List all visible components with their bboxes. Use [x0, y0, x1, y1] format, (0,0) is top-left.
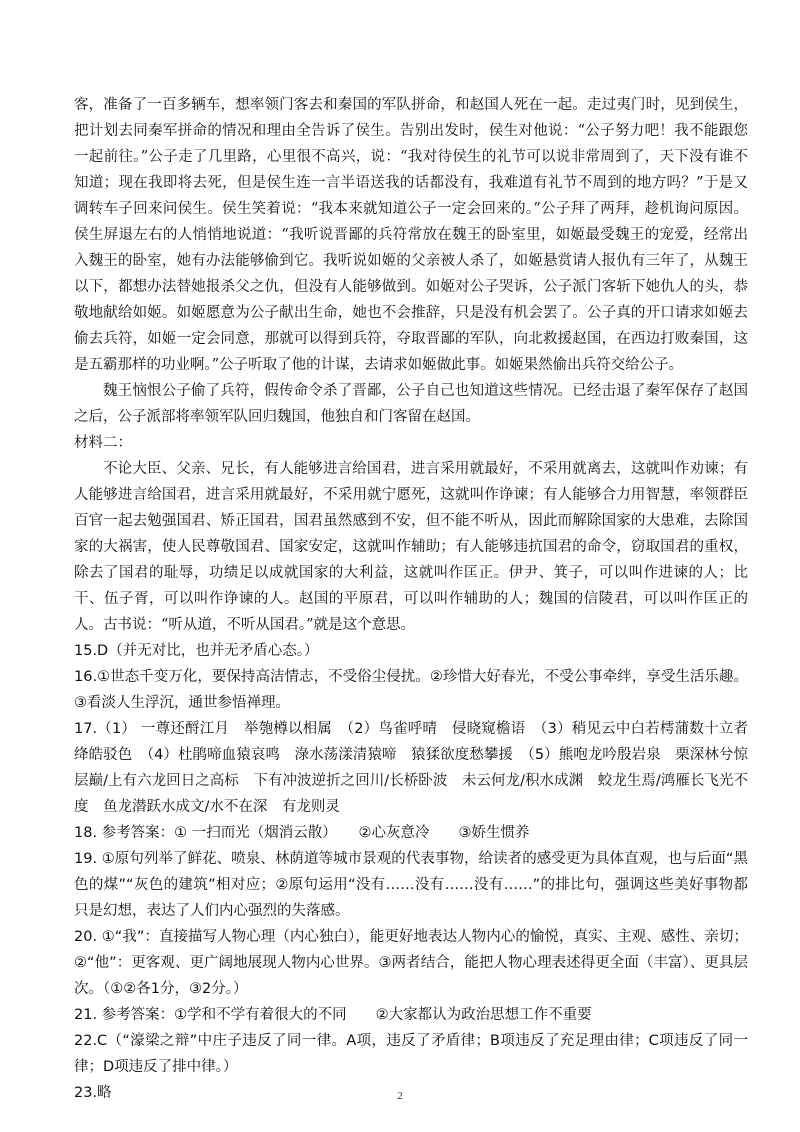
answer-19: 19. ①原句列举了鲜花、喷泉、林荫道等城市景观的代表事物，给读者的感受更为具体直观，也与后面“黑色的煤”“灰色的建筑”相对应；②原句运用“没有……没有……没有……”的排比句，强调这些美好事物都只是幻想，表达了人们内心强烈的失落感。	[74, 851, 748, 919]
answer-16: 16.①世态千变万化，要保持高洁情志，不受俗尘侵扰。②珍惜大好春光，不受公事牵绊，享受生活乐趣。③看淡人生浮沉，通世参悟禅理。	[74, 669, 748, 711]
material-two-heading: 材料二：	[74, 435, 132, 451]
answer-20: 20. ①“我”：直接描写人物心理（内心独白），能更好地表达人物内心的愉悦，真实、主观、感性、亲切；②“他”：更客观、更广阔地展现人物内心世界。③两者结合，能把人物心理表述得更全面（丰富）、更具层次。（①②各1分，③2分。）	[74, 929, 748, 997]
page-number: 2	[397, 1090, 403, 1102]
answer-21: 21. 参考答案：①学和不学有着很大的不同 ②大家都认为政治思想工作不重要	[74, 1007, 592, 1023]
translation-paragraph-1: 客，准备了一百多辆车，想率领门客去和秦国的军队拼命，和赵国人死在一起。走过夷门时，见到侯生，把计划去同秦军拼命的情况和理由全告诉了侯生。告别出发时，侯生对他说：“公子努力吧！我不能跟您一起前往。”公子走了几里路，心里很不高兴，说：“我对待侯生的礼节可以说非常周到了，天下没有谁不知道；现在我即将去死，但是侯生连一言半语送我的话都没有，我难道有礼节不周到的地方吗？”于是又调转车子回来问侯生。侯生笑着说：“我本来就知道公子一定会回来的。”公子拜了两拜，趁机询问原因。侯生屏退左右的人悄悄地说道：“我听说晋鄙的兵符常放在魏王的卧室里，如姬最受魏王的宠爱，经常出入魏王的卧室，她有办法能够偷到它。我听说如姬的父亲被人杀了，如姬悬赏请人报仇有三年了，从魏王以下，都想办法替她报杀父之仇，但没有人能够做到。如姬对公子哭诉，公子派门客斩下她仇人的头，恭敬地献给如姬。如姬愿意为公子献出生命，她也不会推辞，只是没有机会罢了。公子真的开口请求如姬去偷去兵符，如姬一定会同意，那就可以得到兵符，夺取晋鄙的军队，向北救援赵国，在西边打败秦国，这是五霸那样的功业啊。”公子听取了他的计谋，去请求如姬做此事。如姬果然偷出兵符交给公子。	[74, 97, 748, 373]
answer-22: 22.C（“濠梁之辩”中庄子违反了同一律。A项，违反了矛盾律；B项违反了充足理由律；C项违反了同一律；D项违反了排中律。）	[74, 1033, 748, 1075]
answer-23: 23.略	[74, 1085, 112, 1101]
answer-18: 18. 参考答案：① 一扫而光（烟消云散） ②心灰意冷 ③娇生惯养	[74, 825, 530, 841]
material-two-paragraph: 不论大臣、父亲、兄长，有人能够进言给国君，进言采用就最好，不采用就离去，这就叫作劝谏；有人能够进言给国君，进言采用就最好，不采用就宁愿死，这就叫作诤谏；有人能够合力用智慧，率领群臣百官一起去勉强国君、矫正国君，国君虽然感到不安，但不能不听从，因此而解除国家的大患难，去除国家的大祸害，使人民尊敬国君、国家安定，这就叫作辅助；有人能够违抗国君的命令，窃取国君的重权，除去了国君的耻辱，功绩足以成就国家的大利益，这就叫作匡正。伊尹、箕子，可以叫作进谏的人；比干、伍子胥，可以叫作诤谏的人。赵国的平原君，可以叫作辅助的人；魏国的信陵君，可以叫作匡正的人。古书说：“听从道，不听从国君。”就是这个意思。	[74, 461, 748, 633]
translation-paragraph-2: 魏王恼恨公子偷了兵符，假传命令杀了晋鄙，公子自己也知道这些情况。已经击退了秦军保存了赵国之后，公子派部将率领军队回归魏国，他独自和门客留在赵国。	[74, 383, 748, 425]
answer-17: 17.（1） 一尊还酹江月 举匏樽以相属 （2）鸟雀呼晴 侵晓窥檐语 （3）稍见云中白若樗蒲数十立者 绛皓驳色 （4）杜鹃啼血猿哀鸣 淥水荡漾清猿啼 猿猱欲度愁攀援 （5）熊咆龙吟殷岩泉 栗深林兮惊层巅/上有六龙回日之高标 下有冲波逆折之回川/长桥卧波 未云何龙/积水成渊 蛟龙生焉/鸿雁长飞光不度 鱼龙潜跃水成文/水不在深 有龙则灵	[74, 721, 763, 815]
answer-15: 15.D（并无对比，也并无矛盾心态。）	[74, 643, 319, 659]
